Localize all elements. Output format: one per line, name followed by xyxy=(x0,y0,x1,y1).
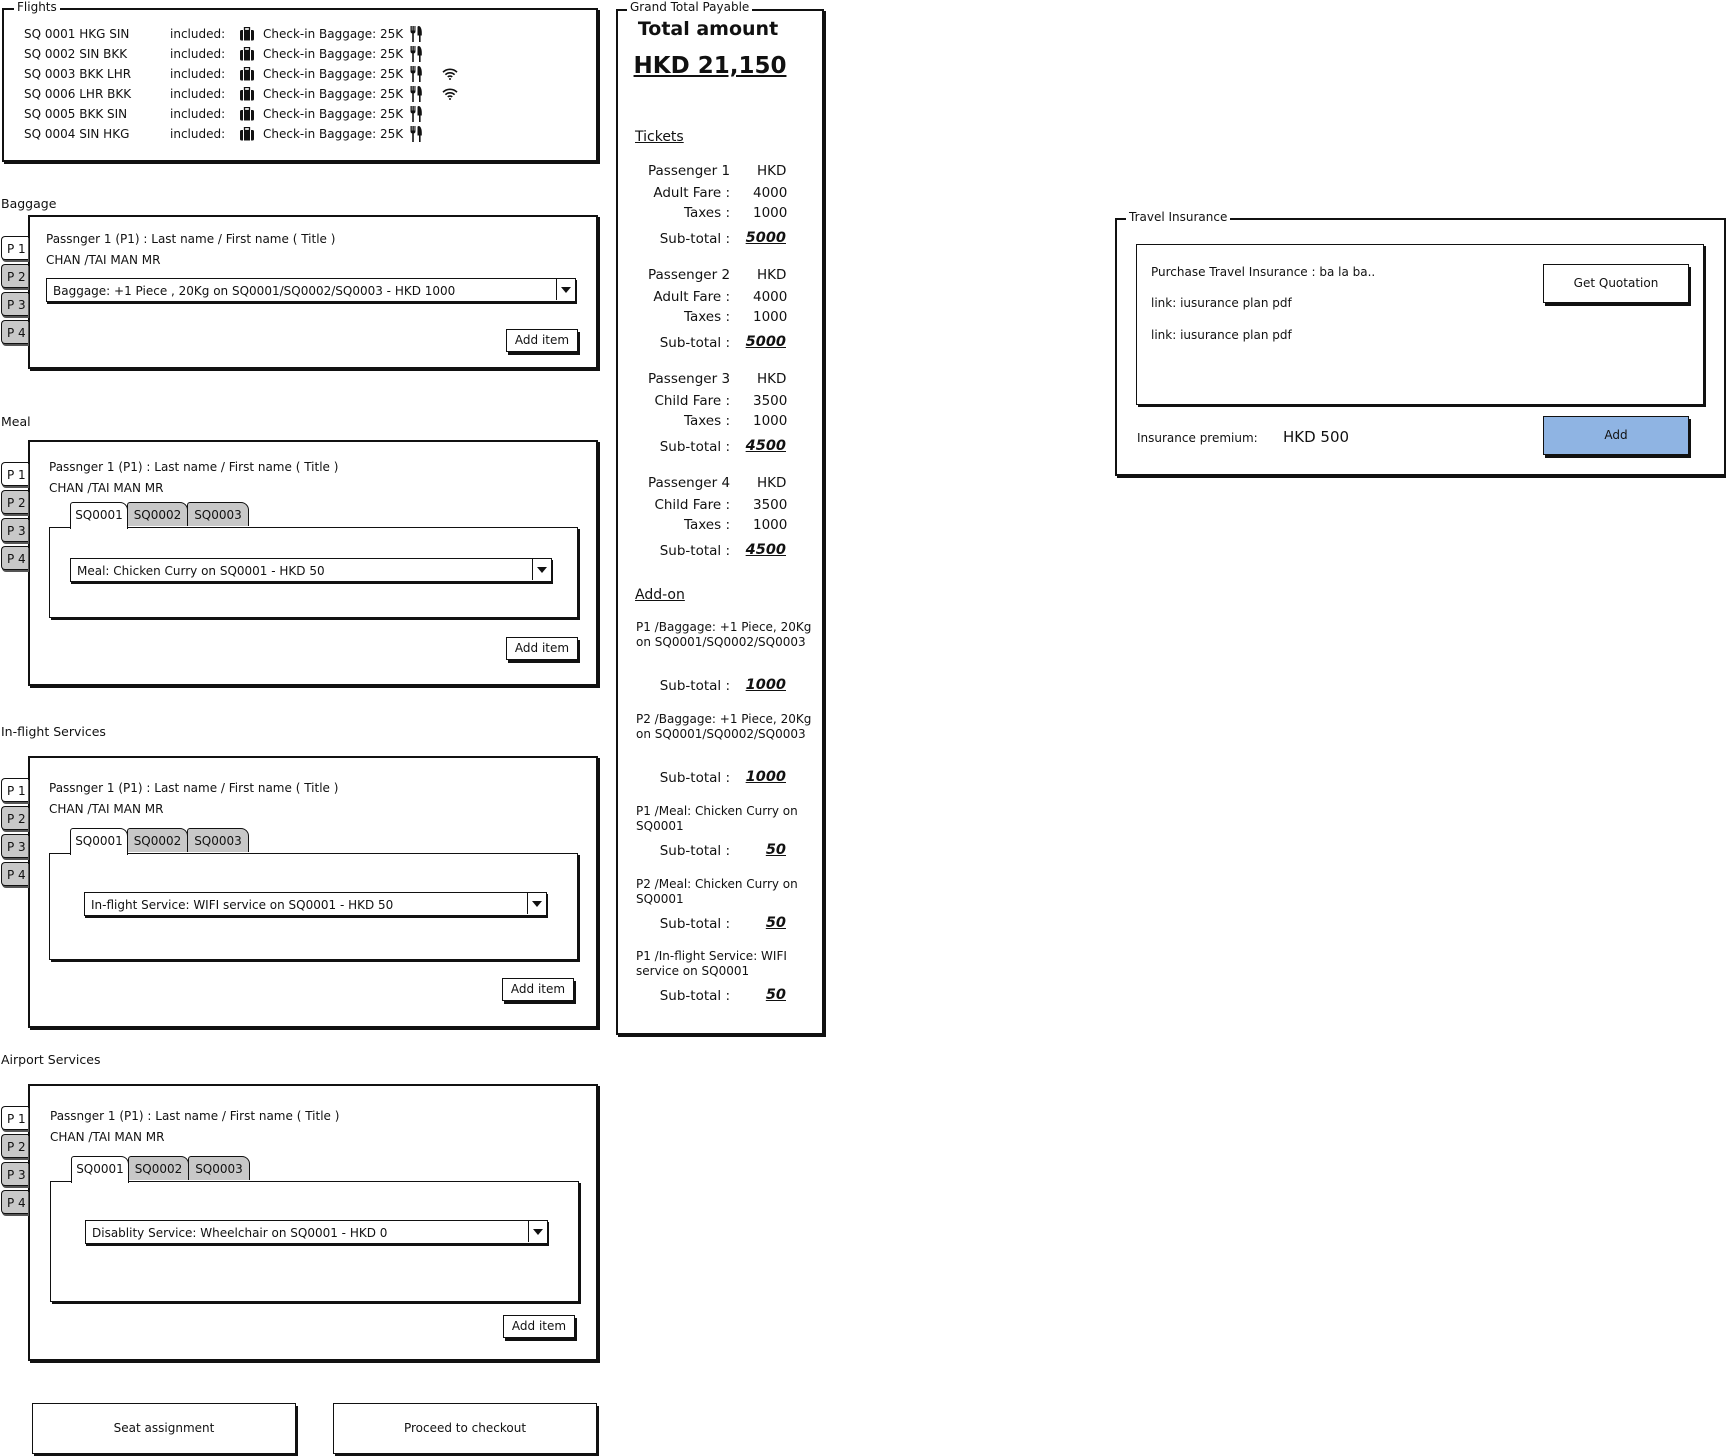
flight-included: included: xyxy=(170,47,226,61)
airport-flight-tabs xyxy=(71,1156,271,1184)
addon-description: P1 /In-flight Service: WIFI service on SQ0001 xyxy=(636,949,787,978)
addon-description: P1 /Baggage: +1 Piece, 20Kg on SQ0001/SQ0002/SQ0003 xyxy=(636,620,812,649)
meal-select-value: Meal: Chicken Curry on SQ0001 - HKD 50 xyxy=(77,564,325,578)
passenger-name: Passenger 1 xyxy=(648,163,731,179)
baggage-passenger-line: Passnger 1 (P1) : Last name / First name ( Title ) xyxy=(46,232,336,246)
addon-subtotal-value: 50 xyxy=(765,842,786,858)
fare-label: Child Fare : xyxy=(654,497,730,513)
subtotal-label: Sub-total : xyxy=(659,231,730,247)
addon-subtotal-value: 50 xyxy=(765,915,786,931)
flight-code: SQ 0002 SIN BKK xyxy=(24,47,128,61)
passenger-name: Passenger 2 xyxy=(648,267,731,283)
taxes-label: Taxes : xyxy=(683,309,730,325)
subtotal-value: 5000 xyxy=(745,334,786,350)
passenger-tab-p1[interactable]: P 1 xyxy=(1,1106,28,1130)
flight-baggage: Check-in Baggage: 25K xyxy=(263,67,404,81)
inflight-passenger-name: CHAN /TAI MAN MR xyxy=(49,802,164,816)
flight-baggage: Check-in Baggage: 25K xyxy=(263,27,404,41)
passenger-tab-p2[interactable]: P 2 xyxy=(1,806,28,830)
insurance-link-2[interactable]: link: iusurance plan pdf xyxy=(1151,328,1292,342)
fork-knife-icon xyxy=(409,46,423,65)
addon-subtotal-label: Sub-total : xyxy=(659,678,730,694)
wifi-icon xyxy=(442,88,458,103)
baggage-section-title: Baggage xyxy=(1,196,57,211)
airport-select-value: Disablity Service: Wheelchair on SQ0001 - HKD 0 xyxy=(92,1226,388,1240)
flight-tab-sq0001[interactable]: SQ0001 xyxy=(70,502,128,529)
flight-code: SQ 0004 SIN HKG xyxy=(24,127,130,141)
flight-tab-sq0003[interactable]: SQ0003 xyxy=(187,502,249,526)
insurance-premium-label: Insurance premium: xyxy=(1137,431,1258,445)
passenger-tab-p2[interactable]: P 2 xyxy=(1,1134,28,1158)
suitcase-icon xyxy=(239,67,255,84)
taxes-value: 1000 xyxy=(753,309,788,325)
taxes-value: 1000 xyxy=(753,517,788,533)
passenger-currency: HKD xyxy=(757,371,787,387)
fork-knife-icon xyxy=(409,106,423,125)
passenger-name: Passenger 3 xyxy=(648,371,731,387)
passenger-tab-p4[interactable]: P 4 xyxy=(1,320,28,344)
baggage-select-value: Baggage: +1 Piece , 20Kg on SQ0001/SQ0002/SQ0003 - HKD 1000 xyxy=(53,284,456,298)
flight-included: included: xyxy=(170,107,226,121)
passenger-tab-p1[interactable]: P 1 xyxy=(1,462,28,486)
passenger-tab-p3[interactable]: P 3 xyxy=(1,834,28,858)
addon-subtotal-label: Sub-total : xyxy=(659,916,730,932)
passenger-tab-p3[interactable]: P 3 xyxy=(1,518,28,542)
subtotal-value: 4500 xyxy=(745,542,786,558)
insurance-add-button[interactable]: Add xyxy=(1543,416,1689,455)
subtotal-value: 5000 xyxy=(745,230,786,246)
insurance-description: Purchase Travel Insurance : ba la ba.. xyxy=(1151,265,1376,279)
flight-code: SQ 0006 LHR BKK xyxy=(24,87,132,101)
addon-subtotal-label: Sub-total : xyxy=(659,843,730,859)
grand-total-legend: Grand Total Payable xyxy=(627,0,752,14)
flight-code: SQ 0003 BKK LHR xyxy=(24,67,132,81)
passenger-tab-p3[interactable]: P 3 xyxy=(1,1162,28,1186)
wifi-icon xyxy=(442,68,458,83)
flight-tab-sq0002[interactable]: SQ0002 xyxy=(127,502,188,526)
passenger-name: Passenger 4 xyxy=(648,475,731,491)
airport-passenger-line: Passnger 1 (P1) : Last name / First name ( Title ) xyxy=(50,1109,340,1123)
passenger-tab-p4[interactable]: P 4 xyxy=(1,546,28,570)
meal-add-item-button[interactable]: Add item xyxy=(506,637,578,660)
proceed-to-checkout-button[interactable]: Proceed to checkout xyxy=(333,1403,597,1454)
addon-description: P1 /Meal: Chicken Curry on SQ0001 xyxy=(636,804,798,833)
taxes-value: 1000 xyxy=(753,413,788,429)
addon-subtotal-value: 1000 xyxy=(745,677,786,693)
flight-included: included: xyxy=(170,67,226,81)
suitcase-icon xyxy=(239,107,255,124)
addon-subtotal-label: Sub-total : xyxy=(659,770,730,786)
addon-subtotal-value: 1000 xyxy=(745,769,786,785)
suitcase-icon xyxy=(239,47,255,64)
meal-flight-tabs xyxy=(70,502,270,530)
insurance-premium-value: HKD 500 xyxy=(1283,428,1350,446)
inflight-add-item-button[interactable]: Add item xyxy=(502,978,574,1001)
travel-insurance-legend: Travel Insurance xyxy=(1126,210,1230,224)
flight-tab-sq0001[interactable]: SQ0001 xyxy=(71,1156,129,1183)
airport-select[interactable] xyxy=(85,1220,548,1244)
airport-add-item-button[interactable]: Add item xyxy=(503,1315,575,1338)
fork-knife-icon xyxy=(409,66,423,85)
subtotal-value: 4500 xyxy=(745,438,786,454)
fare-value: 3500 xyxy=(753,393,788,409)
flight-tab-sq0001[interactable]: SQ0001 xyxy=(70,828,128,855)
flight-baggage: Check-in Baggage: 25K xyxy=(263,127,404,141)
addon-label: Add-on xyxy=(635,587,685,603)
meal-section-title: Meal xyxy=(1,414,31,429)
meal-passenger-name: CHAN /TAI MAN MR xyxy=(49,481,164,495)
flight-tab-sq0003[interactable]: SQ0003 xyxy=(187,828,249,852)
flight-included: included: xyxy=(170,27,226,41)
meal-passenger-line: Passnger 1 (P1) : Last name / First name ( Title ) xyxy=(49,460,339,474)
total-amount-title: Total amount xyxy=(637,18,779,40)
passenger-tab-p2[interactable]: P 2 xyxy=(1,264,28,288)
chevron-down-icon[interactable] xyxy=(527,893,546,914)
taxes-label: Taxes : xyxy=(683,205,730,221)
flight-tab-sq0003[interactable]: SQ0003 xyxy=(188,1156,250,1180)
flight-included: included: xyxy=(170,87,226,101)
subtotal-label: Sub-total : xyxy=(659,543,730,559)
baggage-add-item-button[interactable]: Add item xyxy=(506,329,578,352)
passenger-tab-p2[interactable]: P 2 xyxy=(1,490,28,514)
get-quotation-button[interactable]: Get Quotation xyxy=(1543,264,1689,303)
fare-label: Adult Fare : xyxy=(653,289,730,305)
total-amount-value: HKD 21,150 xyxy=(633,53,787,79)
suitcase-icon xyxy=(239,27,255,44)
baggage-select[interactable] xyxy=(46,278,576,302)
flight-tab-sq0002[interactable]: SQ0002 xyxy=(128,1156,189,1180)
addon-subtotal-value: 50 xyxy=(765,987,786,1003)
fork-knife-icon xyxy=(409,126,423,145)
baggage-passenger-name: CHAN /TAI MAN MR xyxy=(46,253,161,267)
airport-passenger-name: CHAN /TAI MAN MR xyxy=(50,1130,165,1144)
seat-assignment-button[interactable]: Seat assignment xyxy=(32,1403,296,1454)
flight-baggage: Check-in Baggage: 25K xyxy=(263,87,404,101)
flight-code: SQ 0001 HKG SIN xyxy=(24,27,130,41)
fare-label: Child Fare : xyxy=(654,393,730,409)
fare-value: 4000 xyxy=(753,289,788,305)
passenger-currency: HKD xyxy=(757,475,787,491)
passenger-tab-p3[interactable]: P 3 xyxy=(1,292,28,316)
suitcase-icon xyxy=(239,127,255,144)
inflight-select-value: In-flight Service: WIFI service on SQ0001 - HKD 50 xyxy=(91,898,394,912)
passenger-tab-p1[interactable]: P 1 xyxy=(1,236,28,260)
passenger-tab-p1[interactable]: P 1 xyxy=(1,778,28,802)
airport-section-title: Airport Services xyxy=(1,1052,101,1067)
taxes-label: Taxes : xyxy=(683,517,730,533)
suitcase-icon xyxy=(239,87,255,104)
flight-code: SQ 0005 BKK SIN xyxy=(24,107,128,121)
tickets-label: Tickets xyxy=(635,129,684,145)
taxes-label: Taxes : xyxy=(683,413,730,429)
inflight-select[interactable] xyxy=(84,892,547,916)
inflight-flight-tabs xyxy=(70,828,270,856)
fare-value: 3500 xyxy=(753,497,788,513)
insurance-link-1[interactable]: link: iusurance plan pdf xyxy=(1151,296,1292,310)
addon-description: P2 /Baggage: +1 Piece, 20Kg on SQ0001/SQ0002/SQ0003 xyxy=(636,712,812,741)
flight-tab-sq0002[interactable]: SQ0002 xyxy=(127,828,188,852)
fork-knife-icon xyxy=(409,26,423,45)
chevron-down-icon[interactable] xyxy=(532,559,551,580)
fork-knife-icon xyxy=(409,86,423,105)
taxes-value: 1000 xyxy=(753,205,788,221)
flight-baggage: Check-in Baggage: 25K xyxy=(263,47,404,61)
passenger-currency: HKD xyxy=(757,267,787,283)
chevron-down-icon[interactable] xyxy=(556,279,575,300)
addon-description: P2 /Meal: Chicken Curry on SQ0001 xyxy=(636,877,798,906)
meal-select[interactable] xyxy=(70,558,552,582)
fare-value: 4000 xyxy=(753,185,788,201)
inflight-section-title: In-flight Services xyxy=(1,724,106,739)
passenger-currency: HKD xyxy=(757,163,787,179)
inflight-passenger-line: Passnger 1 (P1) : Last name / First name ( Title ) xyxy=(49,781,339,795)
flights-legend: Flights xyxy=(14,0,60,14)
chevron-down-icon[interactable] xyxy=(528,1221,547,1242)
subtotal-label: Sub-total : xyxy=(659,439,730,455)
passenger-tab-p4[interactable]: P 4 xyxy=(1,862,28,886)
flight-included: included: xyxy=(170,127,226,141)
addon-subtotal-label: Sub-total : xyxy=(659,988,730,1004)
passenger-tab-p4[interactable]: P 4 xyxy=(1,1190,28,1214)
fare-label: Adult Fare : xyxy=(653,185,730,201)
flight-baggage: Check-in Baggage: 25K xyxy=(263,107,404,121)
subtotal-label: Sub-total : xyxy=(659,335,730,351)
